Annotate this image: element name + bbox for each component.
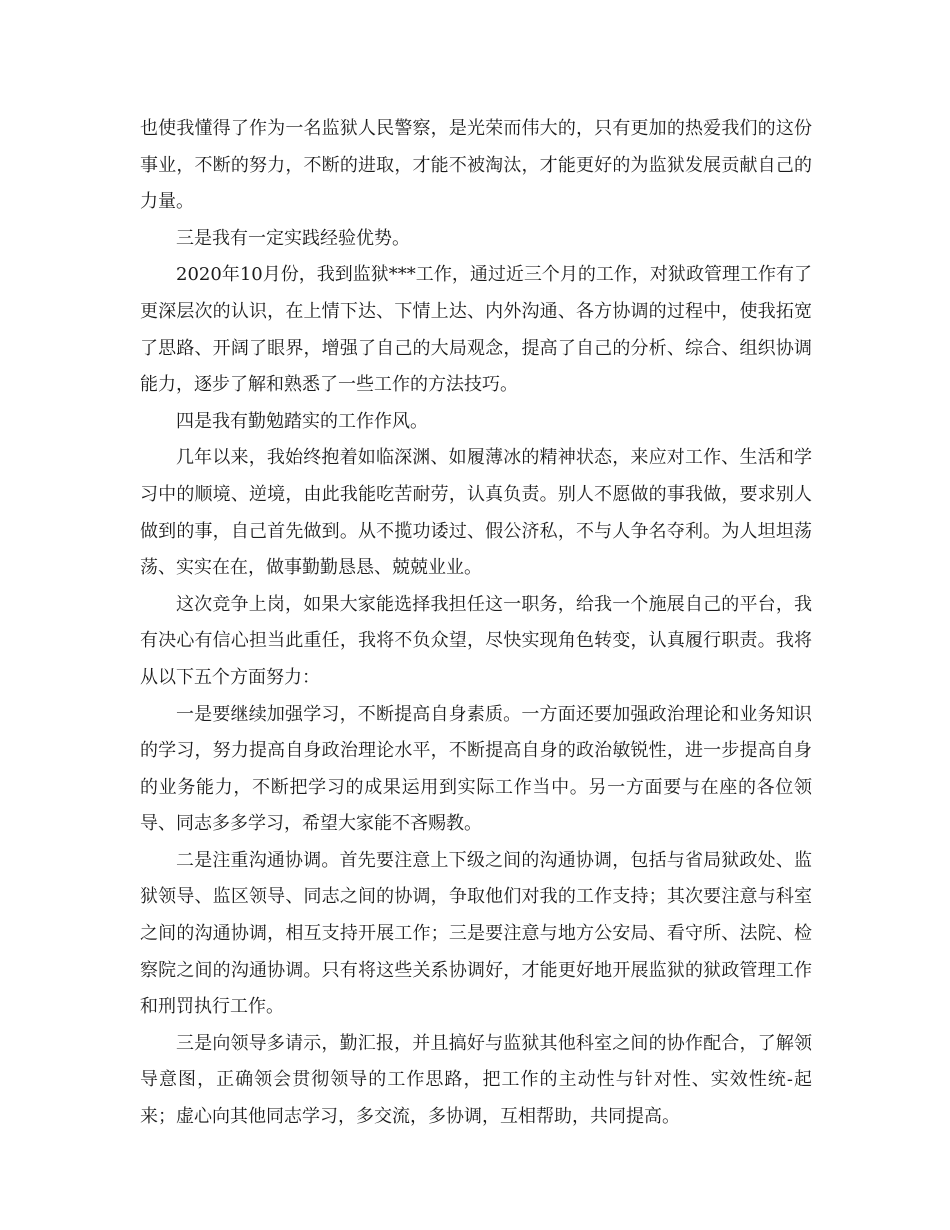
paragraph-5: 几年以来，我始终抱着如临深渊、如履薄冰的精神状态，来应对工作、生活和学习中的顺境、逆境，由此我能吃苦耐劳，认真负责。别人不愿做的事我做，要求别人做到的事，自己首先做到。从不揽功诿过、假公济私，不与人争名夺利。为人坦坦荡荡、实实在在，做事勤勤恳恳、兢兢业业。: [140, 447, 812, 579]
paragraph-7: 一是要继续加强学习，不断提高自身素质。一方面还要加强政治理论和业务知识的学习，努力提高自身政治理论水平，不断提高自身的政治敏锐性，进一步提高自身的业务能力，不断把学习的成果运用到实际工作当中。另一方面要与在座的各位领导、同志多多学习，希望大家能不吝赐教。: [140, 703, 812, 835]
paragraph-8: 二是注重沟通协调。首先要注意上下级之间的沟通协调，包括与省局狱政处、监狱领导、监区领导、同志之间的协调，争取他们对我的工作支持；其次要注意与科室之间的沟通协调，相互支持开展工作；三是要注意与地方公安局、看守所、法院、检察院之间的沟通协调。只有将这些关系协调好，才能更好地开展监狱的狱政管理工作和刑罚执行工作。: [140, 849, 812, 1018]
paragraph-3: 2020年10月份，我到监狱***工作，通过近三个月的工作，对狱政管理工作有了更深层次的认识，在上情下达、下情上达、内外沟通、各方协调的过程中，使我拓宽了思路、开阔了眼界，增强了自己的大局观念，提高了自己的分析、综合、组织协调能力，逐步了解和熟悉了一些工作的方法技巧。: [140, 264, 812, 396]
paragraph-2: 三是我有一定实践经验优势。: [176, 227, 410, 249]
paragraph-4: 四是我有勤勉踏实的工作作风。: [176, 410, 428, 432]
paragraph-1: 也使我懂得了作为一名监狱人民警察，是光荣而伟大的，只有更加的热爱我们的这份事业，不断的努力，不断的进取，才能不被淘汰，才能更好的为监狱发展贡献自己的力量。: [140, 118, 812, 213]
document-body: [140, 111, 812, 1136]
paragraph-6: 这次竞争上岗，如果大家能选择我担任这一职务，给我一个施展自己的平台，我有决心有信心担当此重任，我将不负众望，尽快实现角色转变，认真履行职责。我将从以下五个方面努力：: [140, 593, 812, 688]
paragraph-9: 三是向领导多请示，勤汇报，并且搞好与监狱其他科室之间的协作配合，了解领导意图，正确领会贯彻领导的工作思路，把工作的主动性与针对性、实效性统-起来；虚心向其他同志学习，多交流，多协调，互相帮助，共同提高。: [140, 1032, 812, 1128]
